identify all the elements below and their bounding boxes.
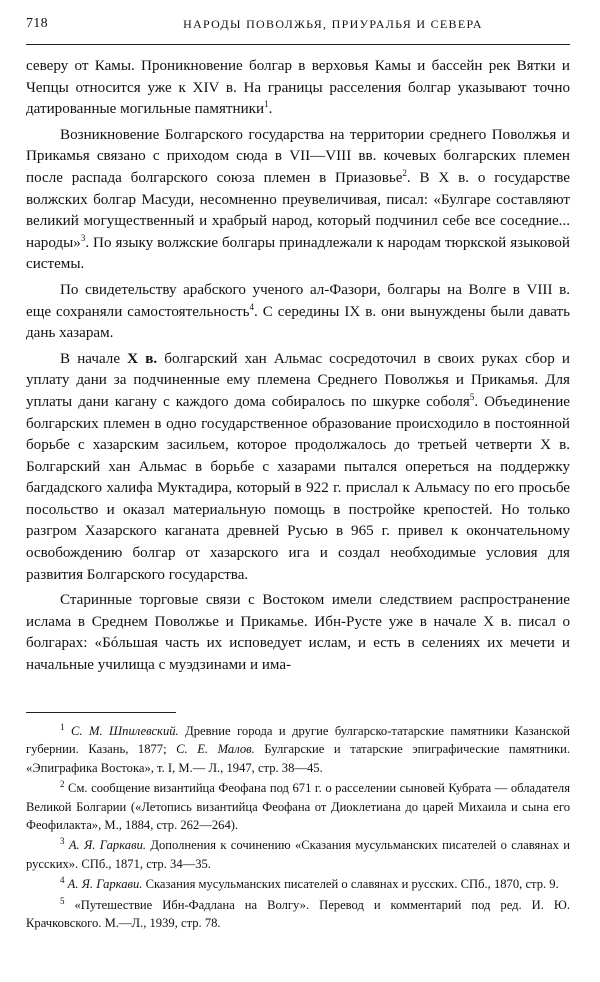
footnote-number: 1 <box>60 721 65 732</box>
footnote-3 <box>26 836 570 873</box>
footnote-text: См. сообщение византийца Феофана под 671 г. о расселении сыновей Кубрата — обладателя Великой Болгарии («Летопись византийца Феофана от Диоклетиана до царей Михаила и сына его Феофилакта», М., 1884, стр. 262—264). <box>26 781 570 833</box>
paragraph-text: Возникновение Болгарского государства на территории среднего Поволжья и Прикамья связано с приходом сюда в VII—VIII вв. кочевых болгарских племен после распада болгарского союза племен в Приазовье <box>26 126 570 186</box>
footnote-ref: 5 <box>469 391 475 402</box>
footnote-author: А. Я. Гаркави. <box>68 838 147 853</box>
paragraph-2 <box>26 125 570 276</box>
footnote-text: Сказания мусульманских писателей о славянах и русских. СПб., 1870, стр. 9. <box>142 877 559 892</box>
paragraph-3 <box>26 280 570 345</box>
footnote-2 <box>26 779 570 834</box>
paragraph-text: . Объединение болгарских племен в одно государственное образование происходило в постоянной борьбе с хазарским засильем, которое продолжалось до третьей четверти X в. Болгарский хан Альмас в борьбе с хазарами пытался опереться на поддержку багдадского халифа Муктадира, который в 922 г. прислал к Альмасу по его просьбе посольство и оказал материальную помощь в постройке крепостей. Но только разгром Хазарского каганата древней Русью в 965 г. привел к окончательному освобождению болгар от хазарского ига и создал необходимые условия для развития Болгарского государства. <box>26 393 570 583</box>
footnote-text: Булгарские и татарские эпиграфические памятники. «Эпиграфика Востока», т. I, М.— Л., 1947, стр. 38—45. <box>26 742 570 775</box>
footnote-text: Дополнения к сочинению «Сказания мусульманских писателей о славянах и русских». СПб., 1871, стр. 34—35. <box>26 838 571 871</box>
footnote-5 <box>26 896 570 933</box>
footnote-ref: 2 <box>402 167 407 178</box>
footnote-number: 5 <box>60 895 65 906</box>
footnote-ref: 4 <box>249 301 255 312</box>
footnote-1 <box>26 722 570 777</box>
footnote-number: 3 <box>60 836 65 847</box>
paragraph-text: . По языку волжские болгары принадлежали к народам тюркской языковой системы. <box>26 234 570 273</box>
footnote-author: А. Я. Гаркави. <box>67 877 143 892</box>
footnote-ref: 3 <box>80 232 86 243</box>
paragraph-4 <box>26 349 570 587</box>
footnote-divider <box>26 712 176 713</box>
page-number: 718 <box>26 16 48 31</box>
paragraph-text: В начале <box>60 350 128 367</box>
paragraph-5 <box>26 590 570 676</box>
paragraph-text: По свидетельству арабского ученого ал-Фазори, болгары на Волге в VIII в. еще сохраняли самостоятельность <box>26 281 570 320</box>
paragraph-text: болгарский хан Альмас сосредоточил в своих руках сбор и уплату дани за подчиненные ему племена Среднего Поволжья и Прикамья. Для уплаты дани кагану с каждого дома собиралось по шкурке соболя <box>26 350 570 410</box>
paragraph-text: . В X в. о государстве волжских болгар Масуди, несомненно преувеличивая, писал: «Булгаре составляют великий могущественный и храбрый народ, который подчинил себе все соседние... народы» <box>26 169 570 251</box>
paragraph-1 <box>26 56 570 121</box>
paragraph-text: северу от Камы. Проникновение болгар в верховья Камы и бассейн рек Вятки и Чепцы относится уже к XIV в. На границы расселения болгар указывают точно датированные могильные памятники <box>26 58 570 118</box>
paragraph-text: . С середины IX в. они вынуждены были давать дань хазарам. <box>26 303 570 342</box>
main-text <box>26 56 570 681</box>
footnote-4 <box>26 875 570 893</box>
footnote-number: 2 <box>60 779 65 790</box>
footnote-author: С. Е. Малов. <box>176 742 255 757</box>
paragraph-text: . <box>268 101 273 118</box>
paragraph-text: Старинные торговые связи с Востоком имели следствием распространение ислама в Среднем Поволжье и Прикамье. Ибн-Русте уже в начале X в. писал о болгарах: «Бóльшая часть их исповедует ислам, и есть в селениях их мечети и начальные училища с муэдзинами и има- <box>26 592 570 674</box>
bold-text: X в. <box>127 350 158 367</box>
footnote-author: С. М. Шпилевский. <box>70 724 179 738</box>
footnote-text: «Путешествие Ибн-Фадлана на Волгу». Перевод и комментарий под ред. И. Ю. Крачковского. М.—Л., 1939, стр. 78. <box>26 897 570 931</box>
running-title: НАРОДЫ ПОВОЛЖЬЯ, ПРИУРАЛЬЯ И СЕВЕРА <box>183 17 483 31</box>
footnote-number: 4 <box>60 875 65 886</box>
footnote-text: Древние города и другие булгарско-татарские памятники Казанской губернии. Казань, 1877; <box>26 724 570 757</box>
footnotes <box>26 722 570 934</box>
footnote-ref: 1 <box>264 99 269 110</box>
running-header <box>26 14 570 45</box>
